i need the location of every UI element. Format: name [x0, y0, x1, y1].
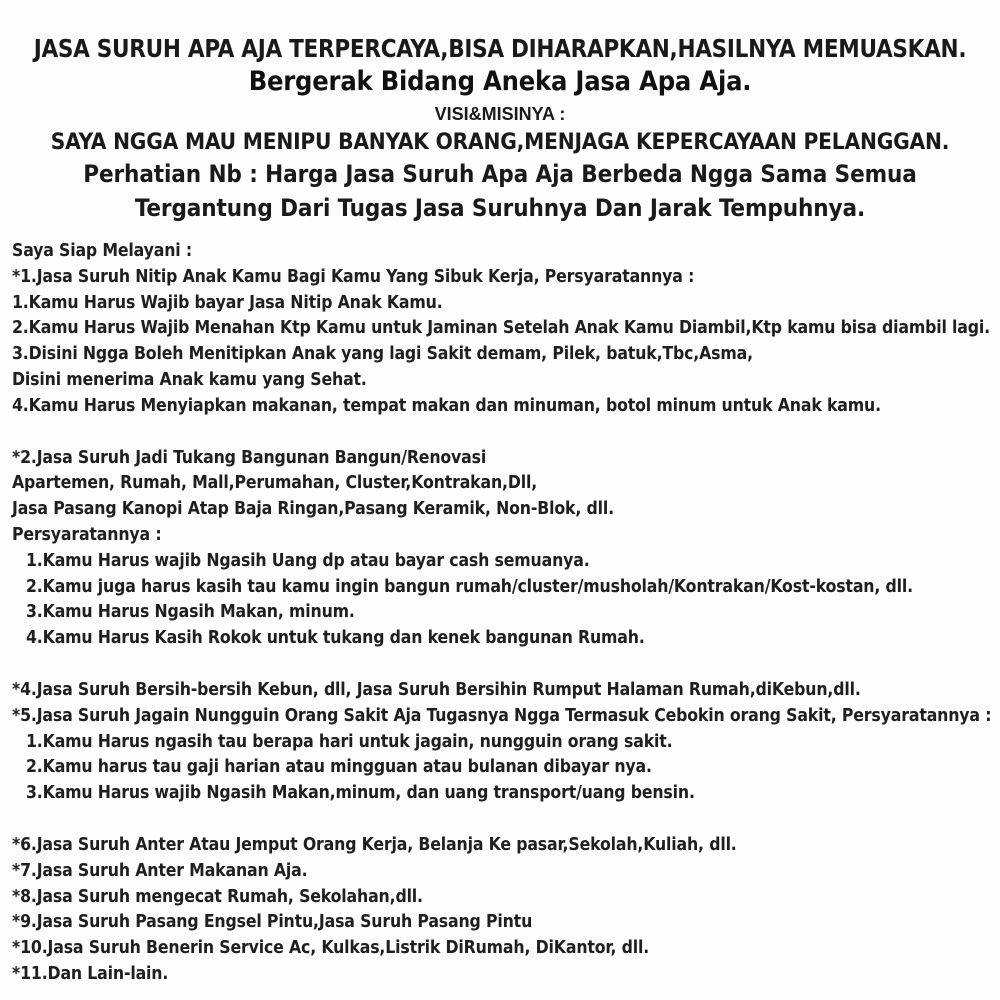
- section-item: 2.Kamu Harus Wajib Menahan Ktp Kamu untuk Jaminan Setelah Anak Kamu Diambil,Ktp kamu bisa diambil lagi.: [12, 318, 990, 339]
- section-item: 1.Kamu Harus wajib Ngasih Uang dp atau bayar cash semuanya.: [26, 550, 590, 571]
- poster-body: [0, 239, 1000, 988]
- headline-secondary: Bergerak Bidang Aneka Jasa Apa Aja.: [248, 66, 752, 97]
- poster-header: [0, 0, 1000, 225]
- section-heading: *5.Jasa Suruh Jagain Nungguin Orang Sakit Aja Tugasnya Ngga Termasuk Cebokin orang Sakit, Persyaratannya :: [12, 705, 992, 726]
- section-item: 3.Kamu Harus wajib Ngasih Makan,minum, dan uang transport/uang bensin.: [26, 783, 695, 804]
- service-list-item: *10.Jasa Suruh Benerin Service Ac, Kulkas,Listrik DiRumah, DiKantor, dll.: [12, 938, 650, 959]
- section-preamble: Jasa Pasang Kanopi Atap Baja Ringan,Pasang Keramik, Non-Blok, dll.: [12, 499, 614, 520]
- service-list-final: [12, 833, 990, 988]
- section-item: 4.Kamu Harus Kasih Rokok untuk tukang dan kenek bangunan Rumah.: [26, 628, 645, 649]
- section-spacer: [12, 420, 990, 446]
- service-list-item: *8.Jasa Suruh mengecat Rumah, Sekolahan,dll.: [12, 886, 423, 907]
- section-spacer: [12, 807, 990, 833]
- vision-mission-statement: SAYA NGGA MAU MENIPU BANYAK ORANG,MENJAGA KEPERCAYAAN PELANGGAN.: [50, 129, 950, 155]
- service-list-item: *11.Dan Lain-lain.: [12, 963, 169, 984]
- services-intro: Saya Siap Melayani :: [12, 241, 192, 261]
- section-item: 2.Kamu juga harus kasih tau kamu ingin bangun rumah/cluster/musholah/Kontrakan/Kost-kostan, dll.: [26, 576, 913, 597]
- section-heading: *4.Jasa Suruh Bersih-bersih Kebun, dll, Jasa Suruh Bersihin Rumput Halaman Rumah,diKebun,dll.: [12, 679, 861, 700]
- notice-line-2: Tergantung Dari Tugas Jasa Suruhnya Dan Jarak Tempuhnya.: [134, 194, 866, 222]
- section-preamble: Apartemen, Rumah, Mall,Perumahan, Cluster,Kontrakan,Dll,: [12, 473, 538, 494]
- section-spacer: [12, 652, 990, 678]
- section-preamble: Persyaratannya :: [12, 524, 162, 545]
- service-list-item: *9.Jasa Suruh Pasang Engsel Pintu,Jasa Suruh Pasang Pintu: [12, 912, 533, 933]
- section-item: 2.Kamu harus tau gaji harian atau mingguan atau bulanan dibayar nya.: [26, 757, 652, 778]
- section-item: 3.Disini Ngga Boleh Menitipkan Anak yang lagi Sakit demam, Pilek, batuk,Tbc,Asma,: [12, 344, 753, 365]
- vision-mission-label: VISI&MISINYA :: [434, 104, 566, 124]
- service-list-item: *6.Jasa Suruh Anter Atau Jemput Orang Kerja, Belanja Ke pasar,Sekolah,Kuliah, dll.: [12, 834, 737, 855]
- section-item: 1.Kamu Harus Wajib bayar Jasa Nitip Anak Kamu.: [12, 292, 443, 313]
- notice-line-1: Perhatian Nb : Harga Jasa Suruh Apa Aja Berbeda Ngga Sama Semua: [83, 160, 917, 188]
- section-item: 4.Kamu Harus Menyiapkan makanan, tempat makan dan minuman, botol minum untuk Anak kamu.: [12, 395, 881, 416]
- headline-primary: JASA SURUH APA AJA TERPERCAYA,BISA DIHARAPKAN,HASILNYA MEMUASKAN.: [33, 34, 967, 63]
- section-heading: *2.Jasa Suruh Jadi Tukang Bangunan Bangun/Renovasi: [12, 447, 487, 468]
- section-item: Disini menerima Anak kamu yang Sehat.: [12, 369, 367, 390]
- section-heading: *1.Jasa Suruh Nitip Anak Kamu Bagi Kamu Yang Sibuk Kerja, Persyaratannya :: [12, 266, 695, 287]
- service-section-4-5: [12, 678, 990, 807]
- service-section-2: [12, 446, 990, 652]
- section-item: 3.Kamu Harus Ngasih Makan, minum.: [26, 602, 355, 623]
- service-section-1: [12, 265, 990, 420]
- section-item: 1.Kamu Harus ngasih tau berapa hari untuk jagain, nungguin orang sakit.: [26, 731, 673, 752]
- service-list-item: *7.Jasa Suruh Anter Makanan Aja.: [12, 860, 308, 881]
